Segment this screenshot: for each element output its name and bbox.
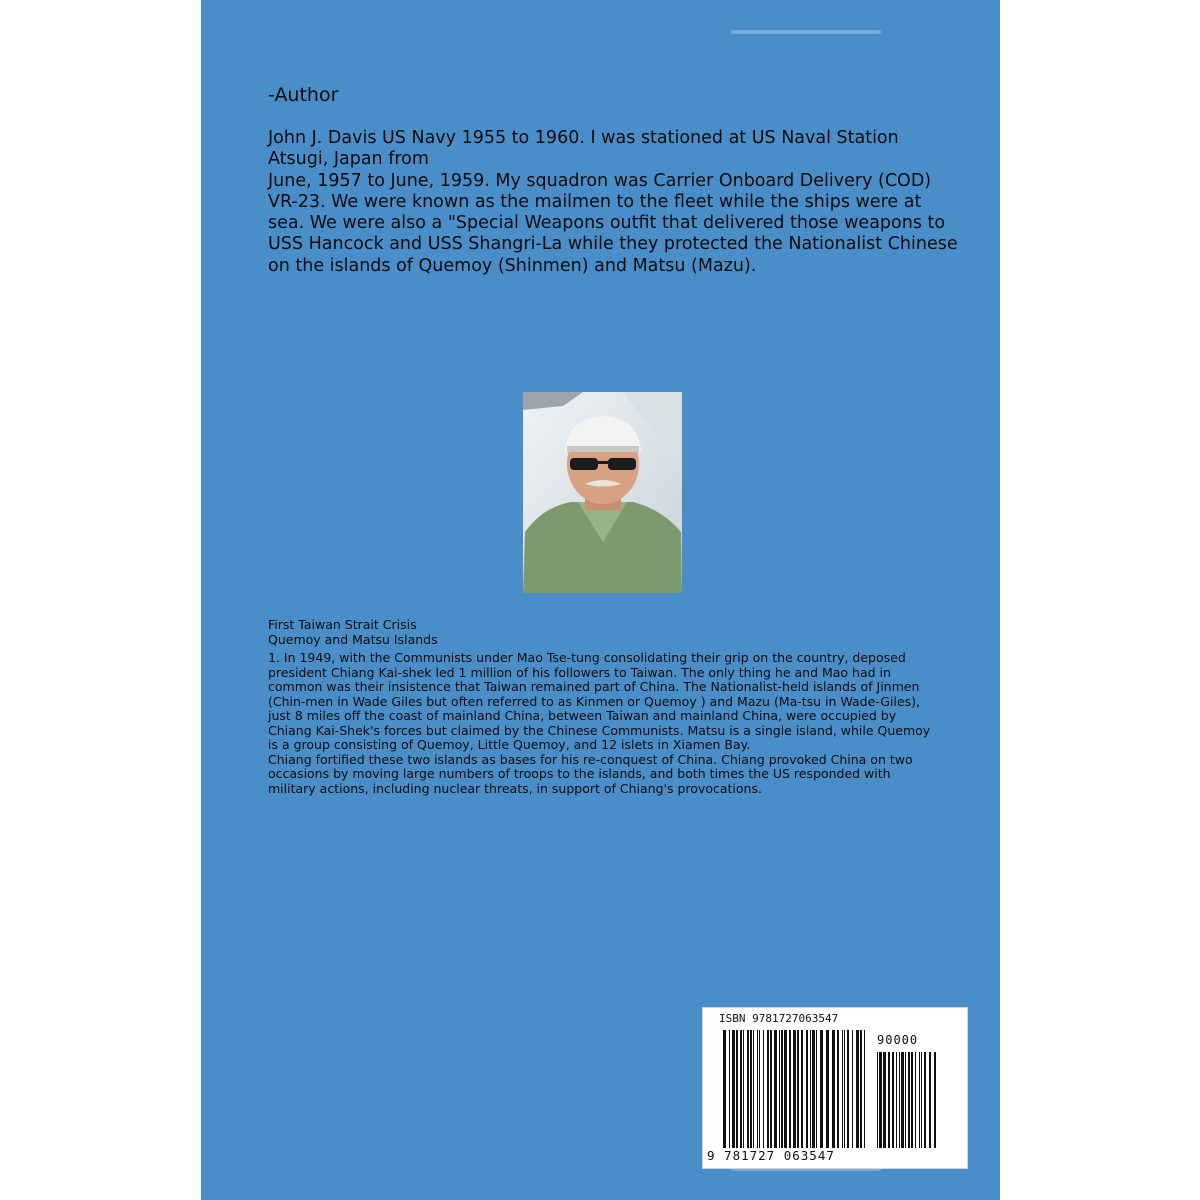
barcode-bar — [921, 1052, 922, 1148]
barcode-bar — [899, 1052, 900, 1148]
barcode-bar — [883, 1052, 886, 1148]
barcode-bar — [842, 1030, 843, 1148]
barcode-bar — [759, 1030, 760, 1148]
isbn-barcode — [702, 1007, 968, 1169]
barcode-bar — [784, 1030, 787, 1148]
barcode-bar — [860, 1030, 862, 1148]
barcode-bar — [856, 1030, 859, 1148]
section-title-line1: First Taiwan Strait Crisis — [268, 617, 417, 632]
barcode-bar — [801, 1030, 803, 1148]
barcode-bar — [877, 1052, 878, 1148]
barcode-bar — [911, 1052, 913, 1148]
author-heading: -Author — [268, 84, 339, 106]
barcode-bar — [774, 1030, 777, 1148]
top-decor-mark — [731, 30, 881, 34]
barcode-bar — [905, 1052, 906, 1148]
barcode-bar — [750, 1030, 752, 1148]
barcode-bar — [929, 1052, 931, 1148]
barcode-bar — [767, 1030, 769, 1148]
isbn-label: ISBN 9781727063547 — [719, 1012, 839, 1025]
barcode-bar — [747, 1030, 749, 1148]
barcode-bar — [812, 1030, 815, 1148]
barcode-bar — [879, 1052, 882, 1148]
barcode-bar — [781, 1030, 783, 1148]
barcode-bar — [908, 1052, 910, 1148]
barcode-bar — [810, 1030, 811, 1148]
barcode-bar — [816, 1030, 817, 1148]
barcode-digits: 9 781727 063547 — [707, 1148, 835, 1163]
history-paragraph-1: 1. In 1949, with the Communists under Mao Tse-tung consolidating their grip on the country, deposed president Chiang Kai-shek led 1 million of his followers to Taiwan. The only thing he and Mao had in common was their insistence that Taiwan remained part of China. The Nationalist-held islands of Jinmen (Chin-men in Wade Giles but often referred to as Kinmen or Quemoy ) and Mazu (Ma-tsu in Wade-Giles), just 8 miles off the coast of mainland China, between Taiwan and mainland China, were occupied by Chiang Kai-Shek's forces but claimed by the Chinese Communists. Matsu is a single island, while Quemoy is a group consisting of Quemoy, Little Quemoy, and 12 islets in Xiamen Bay. — [268, 650, 931, 753]
barcode-bar — [793, 1030, 796, 1148]
barcode-bar — [753, 1030, 754, 1148]
barcode-bar — [740, 1030, 742, 1148]
barcode-bar — [924, 1052, 926, 1148]
barcode-bar — [864, 1030, 865, 1148]
barcode-bar — [736, 1030, 738, 1148]
barcode-bar — [789, 1030, 791, 1148]
price-barcode-bars — [877, 1052, 937, 1148]
author-bio: John J. Davis US Navy 1955 to 1960. I was stationed at US Naval Station Atsugi, Japan from June, 1957 to June, 1959. My squadron was Carrier Onboard Delivery (COD) VR-23. We were known as the mailmen to the fleet while the ships were at sea. We were also a "Special Weapons outfit that delivered those weapons to USS Hancock and USS Shangri-La while they protected the Nationalist Chinese on the islands of Quemoy (Shinmen) and Matsu (Mazu). — [268, 128, 958, 276]
barcode-bar — [826, 1030, 829, 1148]
barcode-bar — [763, 1030, 764, 1148]
author-photo — [523, 392, 682, 593]
barcode-bar — [723, 1030, 726, 1148]
barcode-bar — [847, 1030, 849, 1148]
barcode-bar — [844, 1030, 845, 1148]
barcode-bar — [757, 1030, 758, 1148]
barcode-bar — [852, 1030, 853, 1148]
barcode-bar — [837, 1030, 839, 1148]
section-title-line2: Quemoy and Matsu Islands — [268, 631, 438, 647]
barcode-bar — [729, 1030, 730, 1148]
barcode-bar — [832, 1030, 835, 1148]
barcode-bar — [797, 1030, 799, 1148]
barcode-bar — [896, 1052, 897, 1148]
barcode-bar — [770, 1030, 772, 1148]
section-title — [268, 618, 438, 647]
barcode-bar — [892, 1052, 894, 1148]
barcode-bar — [779, 1030, 780, 1148]
barcode-bar — [934, 1052, 936, 1148]
barcode-bar — [806, 1030, 808, 1148]
price-code: 90000 — [877, 1033, 919, 1047]
barcode-bar — [901, 1052, 904, 1148]
history-text — [268, 651, 938, 796]
barcode-bar — [919, 1052, 920, 1148]
barcode-bar — [820, 1030, 823, 1148]
barcode-bar — [915, 1052, 916, 1148]
barcode-bar — [743, 1030, 744, 1148]
barcode-bar — [888, 1052, 890, 1148]
barcode-bar — [732, 1030, 735, 1148]
barcode-bars — [723, 1030, 869, 1148]
history-paragraph-2: Chiang fortified these two islands as bases for his re-conquest of China. Chiang provoked China on two occasions by moving large numbers of troops to the islands, and both times the US responded with military actions, including nuclear threats, in support of Chiang's provocations. — [268, 751, 913, 796]
